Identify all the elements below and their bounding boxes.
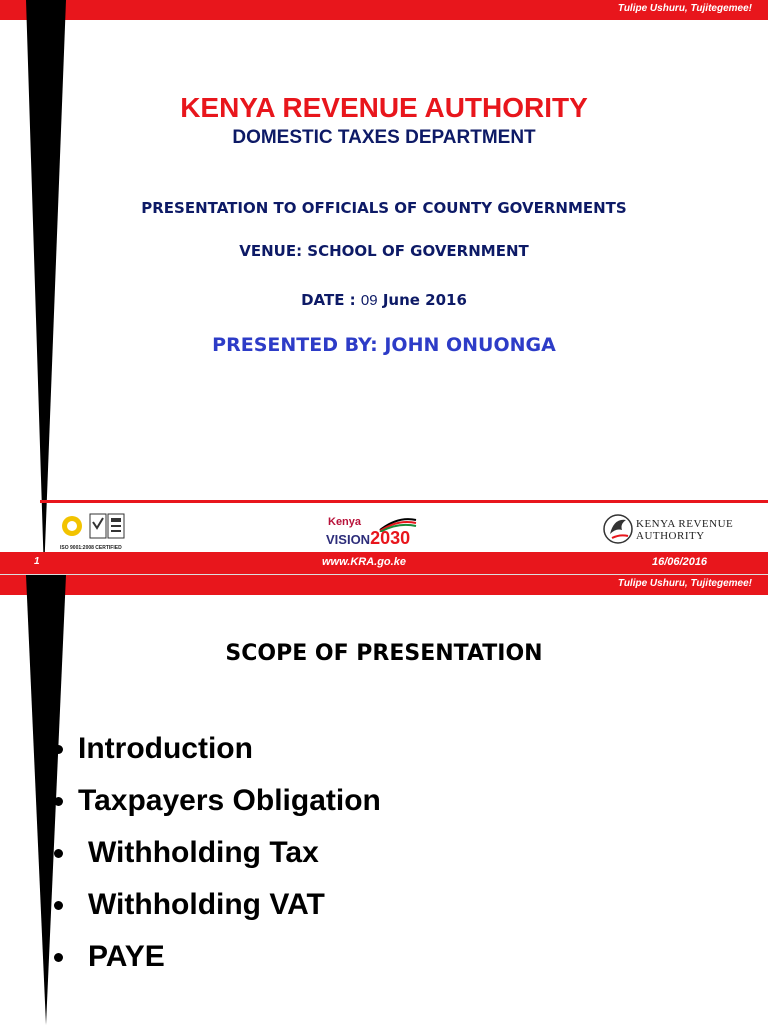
scope-bullet-list xyxy=(52,723,381,983)
footer-divider xyxy=(40,500,768,503)
bullet-icon xyxy=(54,901,63,910)
list-item xyxy=(52,931,381,983)
date-line xyxy=(0,291,768,309)
scope-title: SCOPE OF PRESENTATION xyxy=(225,641,543,666)
vision-year: 2030 xyxy=(370,528,411,548)
date-label: DATE : xyxy=(301,291,361,309)
bullet-text: Taxpayers Obligation xyxy=(78,784,381,817)
vision-kenya-text: Kenya xyxy=(328,516,362,528)
date-day: 09 xyxy=(360,292,378,309)
vision-2030-text xyxy=(326,528,410,549)
website-url[interactable]: www.KRA.go.ke xyxy=(322,556,406,568)
iso-caption: ISO 9001:2008 CERTIFIED xyxy=(60,545,122,551)
kra-logo-text xyxy=(636,518,733,542)
bullet-text: PAYE xyxy=(88,940,165,973)
bullet-icon xyxy=(54,849,63,858)
kra-lion-icon xyxy=(602,512,634,546)
kra-logo xyxy=(602,512,742,548)
slide-2 xyxy=(0,574,768,1025)
kra-logo-line2: AUTHORITY xyxy=(636,530,705,542)
department-title: DOMESTIC TAXES DEPARTMENT xyxy=(232,127,536,148)
list-item xyxy=(52,775,381,827)
black-wedge-decoration xyxy=(0,0,70,574)
org-title: KENYA REVENUE AUTHORITY xyxy=(180,92,588,123)
list-item xyxy=(52,879,381,931)
top-red-bar xyxy=(0,0,768,20)
vision-word: VISION xyxy=(326,532,371,547)
venue-line: VENUE: SCHOOL OF GOVERNMENT xyxy=(239,242,529,260)
bullet-icon xyxy=(54,797,63,806)
footer-date: 16/06/2016 xyxy=(652,556,708,568)
bullet-icon xyxy=(54,953,63,962)
presenter-line: PRESENTED BY: JOHN ONUONGA xyxy=(212,334,556,356)
bullet-text: Withholding VAT xyxy=(88,888,325,921)
vision-2030-logo xyxy=(322,514,418,548)
tagline: Tulipe Ushuru, Tujitegemee! xyxy=(617,3,752,14)
kra-logo-line1: KENYA REVENUE xyxy=(636,518,734,530)
bullet-text: Withholding Tax xyxy=(88,836,319,869)
presentation-audience: PRESENTATION TO OFFICIALS OF COUNTY GOVERNMENTS xyxy=(141,199,627,217)
list-item xyxy=(52,827,381,879)
list-item xyxy=(52,723,381,775)
bullet-text: Introduction xyxy=(78,732,253,765)
page-number: 1 xyxy=(34,556,40,567)
tagline: Tulipe Ushuru, Tujitegemee! xyxy=(617,578,752,589)
bullet-icon xyxy=(54,745,63,754)
date-month-year: June 2016 xyxy=(377,291,467,309)
top-red-bar xyxy=(0,575,768,595)
